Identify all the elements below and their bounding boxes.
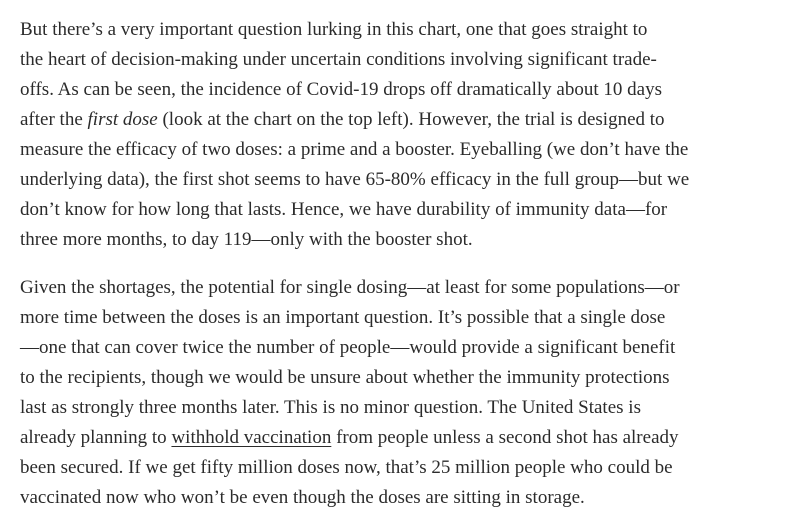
paragraph-1-line-6: underlying data), the first shot seems to have 65-80% efficacy in the full group—but we bbox=[20, 169, 690, 190]
paragraph-1 bbox=[20, 15, 790, 255]
article-body bbox=[20, 15, 790, 531]
paragraph-2-line-2: more time between the doses is an important question. It’s possible that a single dose bbox=[20, 307, 666, 328]
paragraph-1-line-4 bbox=[20, 105, 790, 135]
paragraph-1-line-2: the heart of decision-making under uncertain conditions involving significant trade- bbox=[20, 49, 657, 70]
paragraph-2-line-3: —one that can cover twice the number of people—would provide a significant benefit bbox=[20, 337, 676, 358]
paragraph-1-line-8: three more months, to day 119—only with the booster shot. bbox=[20, 229, 473, 250]
paragraph-2-line-1: Given the shortages, the potential for single dosing—at least for some populations—or bbox=[20, 277, 680, 298]
withhold-vaccination-link[interactable]: withhold vaccination bbox=[171, 427, 332, 448]
paragraph-1-line-7: don’t know for how long that lasts. Hence, we have durability of immunity data—for bbox=[20, 199, 668, 220]
paragraph-2-line-7: been secured. If we get fifty million doses now, that’s 25 million people who could be bbox=[20, 457, 673, 478]
line-6-lead-text: already planning to bbox=[20, 427, 172, 448]
paragraph-1-line-5: measure the efficacy of two doses: a prime and a booster. Eyeballing (we don’t have the bbox=[20, 139, 689, 160]
line-6-tail-text: from people unless a second shot has already bbox=[331, 427, 679, 448]
line-4-lead-text: after the bbox=[20, 109, 88, 130]
paragraph-2-line-5: last as strongly three months later. This is no minor question. The United States is bbox=[20, 397, 641, 418]
paragraph-2 bbox=[20, 273, 790, 513]
paragraph-1-line-1: But there’s a very important question lurking in this chart, one that goes straight to bbox=[20, 19, 648, 40]
line-4-tail-text: (look at the chart on the top left). However, the trial is designed to bbox=[157, 109, 665, 130]
paragraph-2-line-4: to the recipients, though we would be unsure about whether the immunity protections bbox=[20, 367, 670, 388]
first-dose-emphasis: first dose bbox=[87, 109, 158, 130]
paragraph-2-line-8: vaccinated now who won’t be even though the doses are sitting in storage. bbox=[20, 487, 585, 508]
paragraph-1-line-3: offs. As can be seen, the incidence of Covid-19 drops off dramatically about 10 days bbox=[20, 79, 662, 100]
paragraph-2-line-6 bbox=[20, 423, 790, 453]
